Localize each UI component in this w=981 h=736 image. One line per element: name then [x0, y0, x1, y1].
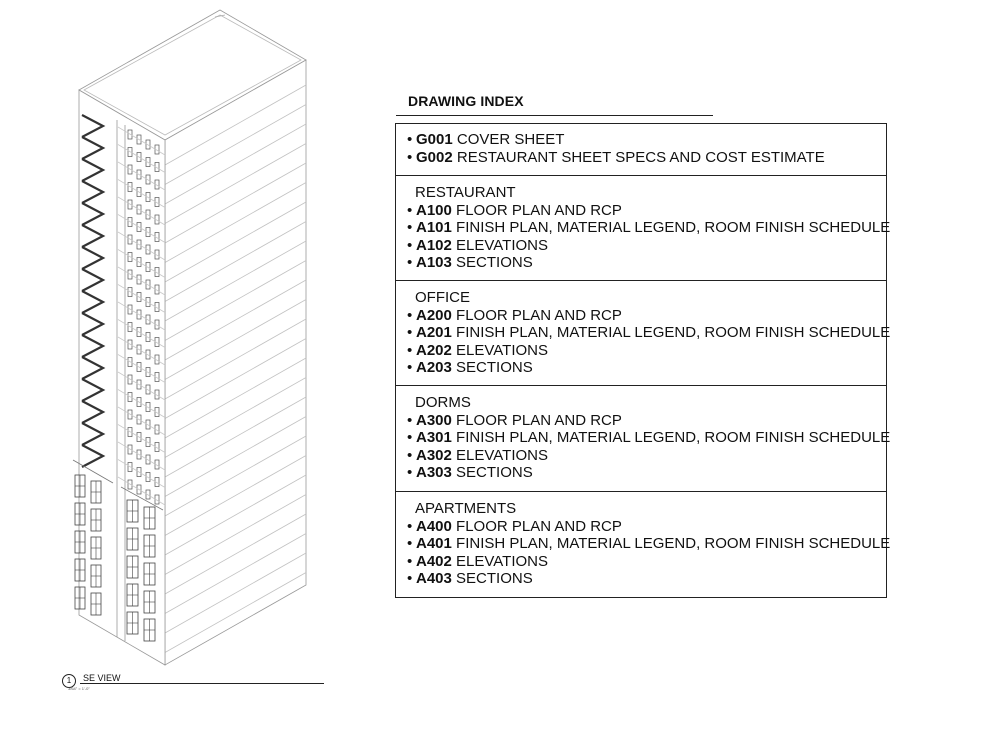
sheet-name: FLOOR PLAN AND RCP	[451, 306, 622, 324]
view-title-underline	[80, 683, 324, 684]
bullet-icon: •	[407, 552, 413, 570]
sheet-name: FINISH PLAN, MATERIAL LEGEND, ROOM FINISH SCHEDULE	[451, 535, 891, 552]
sheet-number: G002	[416, 148, 453, 166]
sheet-number: A400	[416, 517, 452, 535]
index-item	[407, 342, 886, 360]
view-scale: 3/64" = 1'-0"	[68, 686, 90, 691]
index-section	[396, 175, 891, 280]
index-section	[396, 124, 886, 175]
sheet-name: FINISH PLAN, MATERIAL LEGEND, ROOM FINISH SCHEDULE	[451, 324, 891, 341]
sheet-number: A201	[416, 324, 452, 341]
index-item	[407, 535, 891, 553]
sheet-number: A403	[416, 570, 452, 587]
sheet-name: FLOOR PLAN AND RCP	[451, 411, 622, 429]
sheet-name: ELEVATIONS	[451, 341, 548, 359]
bullet-icon: •	[407, 201, 413, 219]
index-item	[407, 131, 886, 149]
sheet-number: A402	[416, 552, 452, 570]
drawing-index-title: DRAWING INDEX	[408, 93, 524, 109]
index-item	[407, 464, 886, 482]
sheet-name: ELEVATIONS	[451, 446, 548, 464]
index-item	[407, 254, 886, 272]
sheet-number: A100	[416, 201, 452, 219]
index-item	[407, 237, 886, 255]
bullet-icon: •	[407, 517, 413, 535]
bullet-icon: •	[407, 429, 413, 446]
sheet-number: A300	[416, 411, 452, 429]
bullet-icon: •	[407, 131, 413, 148]
index-item	[407, 447, 886, 465]
sheet-name: FLOOR PLAN AND RCP	[451, 517, 622, 535]
sheet-number: A202	[416, 341, 452, 359]
index-item	[407, 219, 891, 237]
sheet-number: A401	[416, 535, 452, 552]
sheet-name: FINISH PLAN, MATERIAL LEGEND, ROOM FINISH SCHEDULE	[451, 429, 891, 446]
drawing-index-table	[395, 123, 891, 598]
index-item	[407, 553, 886, 571]
sheet-number: A302	[416, 446, 452, 464]
index-item	[407, 149, 886, 167]
index-section	[396, 385, 891, 491]
bullet-icon: •	[407, 148, 413, 166]
bullet-icon: •	[407, 570, 413, 587]
bullet-icon: •	[407, 254, 413, 271]
sheet-name: FINISH PLAN, MATERIAL LEGEND, ROOM FINISH SCHEDULE	[451, 219, 891, 236]
index-item	[407, 324, 891, 342]
index-item	[407, 412, 886, 430]
sheet-name: SECTIONS	[451, 570, 533, 587]
bullet-icon: •	[407, 324, 413, 341]
sheet-number: A101	[416, 219, 452, 236]
view-label	[62, 672, 327, 696]
index-section-title: RESTAURANT	[415, 184, 516, 201]
bullet-icon: •	[407, 359, 413, 376]
sheet-name: COVER SHEET	[452, 131, 565, 148]
bullet-icon: •	[407, 535, 413, 552]
index-item	[407, 359, 886, 377]
drawing-index-title-rule	[396, 115, 713, 116]
index-item	[407, 429, 891, 447]
bullet-icon: •	[407, 236, 413, 254]
sheet-number: A102	[416, 236, 452, 254]
sheet-name: SECTIONS	[451, 464, 533, 481]
index-section	[396, 280, 891, 385]
bullet-icon: •	[407, 219, 413, 236]
bullet-icon: •	[407, 411, 413, 429]
bullet-icon: •	[407, 464, 413, 481]
sheet-name: SECTIONS	[451, 359, 533, 376]
index-item	[407, 202, 886, 220]
index-item	[407, 570, 886, 588]
building-isometric-drawing	[55, 5, 325, 670]
sheet-number: A303	[416, 464, 452, 481]
bullet-icon: •	[407, 446, 413, 464]
sheet-name: FLOOR PLAN AND RCP	[451, 201, 622, 219]
index-item	[407, 307, 886, 325]
index-item	[407, 518, 886, 536]
index-section-title: OFFICE	[415, 289, 470, 306]
index-section	[396, 491, 891, 597]
sheet-number: A103	[416, 254, 452, 271]
sheet-number: A200	[416, 306, 452, 324]
sheet-name: ELEVATIONS	[451, 552, 548, 570]
view-number-bubble: 1	[62, 674, 76, 688]
sheet-number: G001	[416, 131, 453, 148]
view-title: SE VIEW	[83, 673, 121, 683]
sheet-name: SECTIONS	[451, 254, 533, 271]
sheet-number: A203	[416, 359, 452, 376]
index-section-title: DORMS	[415, 394, 471, 411]
sheet-number: A301	[416, 429, 452, 446]
index-section-title: APARTMENTS	[415, 500, 517, 517]
sheet-name: ELEVATIONS	[451, 236, 548, 254]
bullet-icon: •	[407, 341, 413, 359]
sheet-name: RESTAURANT SHEET SPECS AND COST ESTIMATE	[452, 148, 825, 166]
bullet-icon: •	[407, 306, 413, 324]
